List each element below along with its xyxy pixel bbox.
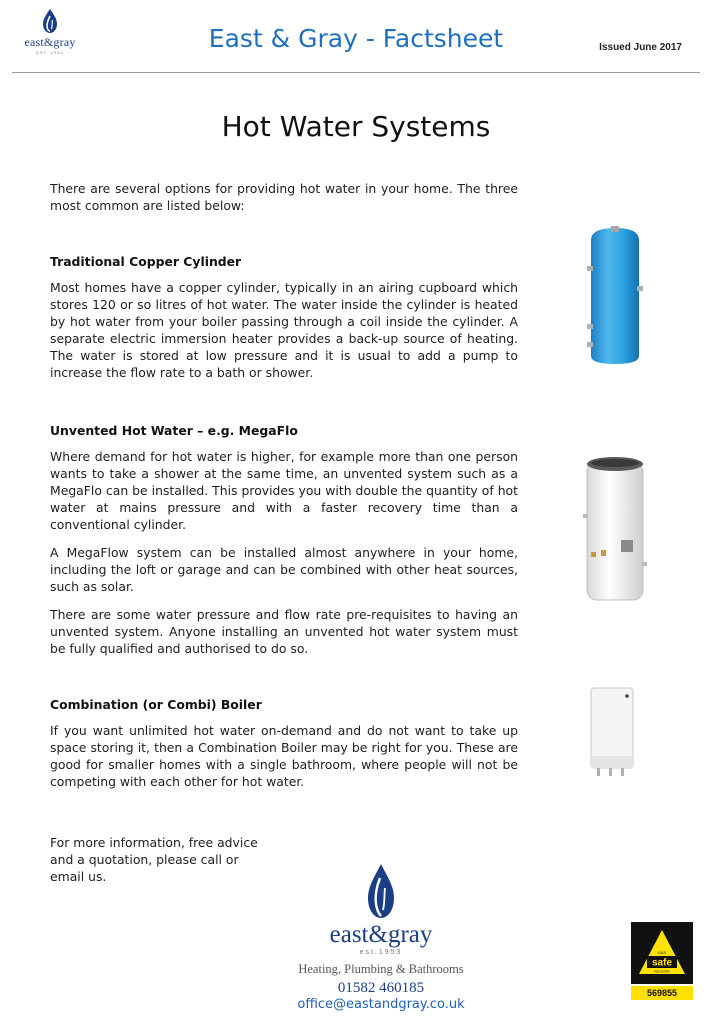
gas-safe-badge: [631, 922, 693, 1000]
copper-cylinder-image: [585, 226, 645, 366]
section-paragraph: A MegaFlow system can be installed almost anywhere in your home, including the loft or garage and can be combined with other heat sources, such as solar.: [50, 545, 518, 594]
flame-drop-icon: [364, 862, 398, 920]
section-paragraph: If you want unlimited hot water on-demand and do not want to take up space storing it, then a Combination Boiler may be right for you. These are good for smaller homes with a single bathroom, where people will not be competing with each other for hot water.: [50, 723, 518, 789]
section-heading: Traditional Copper Cylinder: [50, 254, 242, 269]
footer-tagline: Heating, Plumbing & Bathrooms: [298, 962, 464, 976]
unvented-cylinder-image: [583, 454, 647, 604]
page-title: Hot Water Systems: [221, 110, 491, 143]
gas-safe-number: 569855: [631, 986, 693, 1000]
section-unvented: [50, 423, 518, 657]
gas-safe-triangle-icon: [637, 928, 687, 978]
gas-safe-label: safe: [651, 957, 673, 969]
footer-phone[interactable]: 01582 460185: [337, 980, 425, 996]
footer-logo: [286, 862, 476, 1012]
header-logo-sub: EST. 1953: [36, 50, 64, 55]
footer-email[interactable]: office@eastandgray.co.uk: [297, 997, 465, 1012]
contact-block: [50, 834, 272, 885]
section-paragraph: There are some water pressure and flow rate pre-requisites to having an unvented system. Anyone installing an unvented hot water system must be fully qualified and authorised to do so.: [50, 607, 518, 656]
intro-paragraph: There are several options for providing hot water in your home. The three most common are listed below:: [50, 181, 518, 213]
section-heading: Combination (or Combi) Boiler: [50, 697, 262, 712]
header-title: East & Gray - Factsheet: [208, 24, 504, 53]
contact-note: For more information, free advice and a quotation, please call or email us.: [50, 835, 258, 884]
gas-safe-logo: [631, 922, 693, 984]
header-logo-wordmark: east&gray: [24, 35, 76, 49]
gas-safe-top-text: GAS: [657, 950, 667, 955]
gas-safe-bottom-text: REGISTER: [654, 969, 670, 974]
footer-wordmark: east&gray: [329, 921, 433, 948]
section-combi-boiler: [50, 697, 518, 790]
issue-date: Issued June 2017: [599, 42, 682, 53]
header-divider: [12, 72, 700, 73]
footer-est: est.1953: [359, 949, 403, 956]
section-paragraph: Most homes have a copper cylinder, typically in an airing cupboard which stores 120 or so litres of hot water. The water inside the cylinder is heated by hot water from your boiler passing through a coil inside the cylinder. A separate electric immersion heater provides a back-up source of heating. The water is stored at low pressure and it is usual to add a pump to increase the flow rate to a bath or shower.: [50, 280, 518, 380]
intro-block: [50, 180, 518, 214]
section-paragraph: Where demand for hot water is higher, for example more than one person wants to take a shower at the same time, an unvented system such as a MegaFlo can be installed. This provides you with double the quantity of hot water at mains pressure and with a faster recovery time than a conventional cylinder.: [50, 449, 518, 532]
combi-boiler-image: [587, 686, 637, 778]
section-copper-cylinder: [50, 254, 518, 381]
section-heading: Unvented Hot Water – e.g. MegaFlo: [50, 423, 298, 438]
